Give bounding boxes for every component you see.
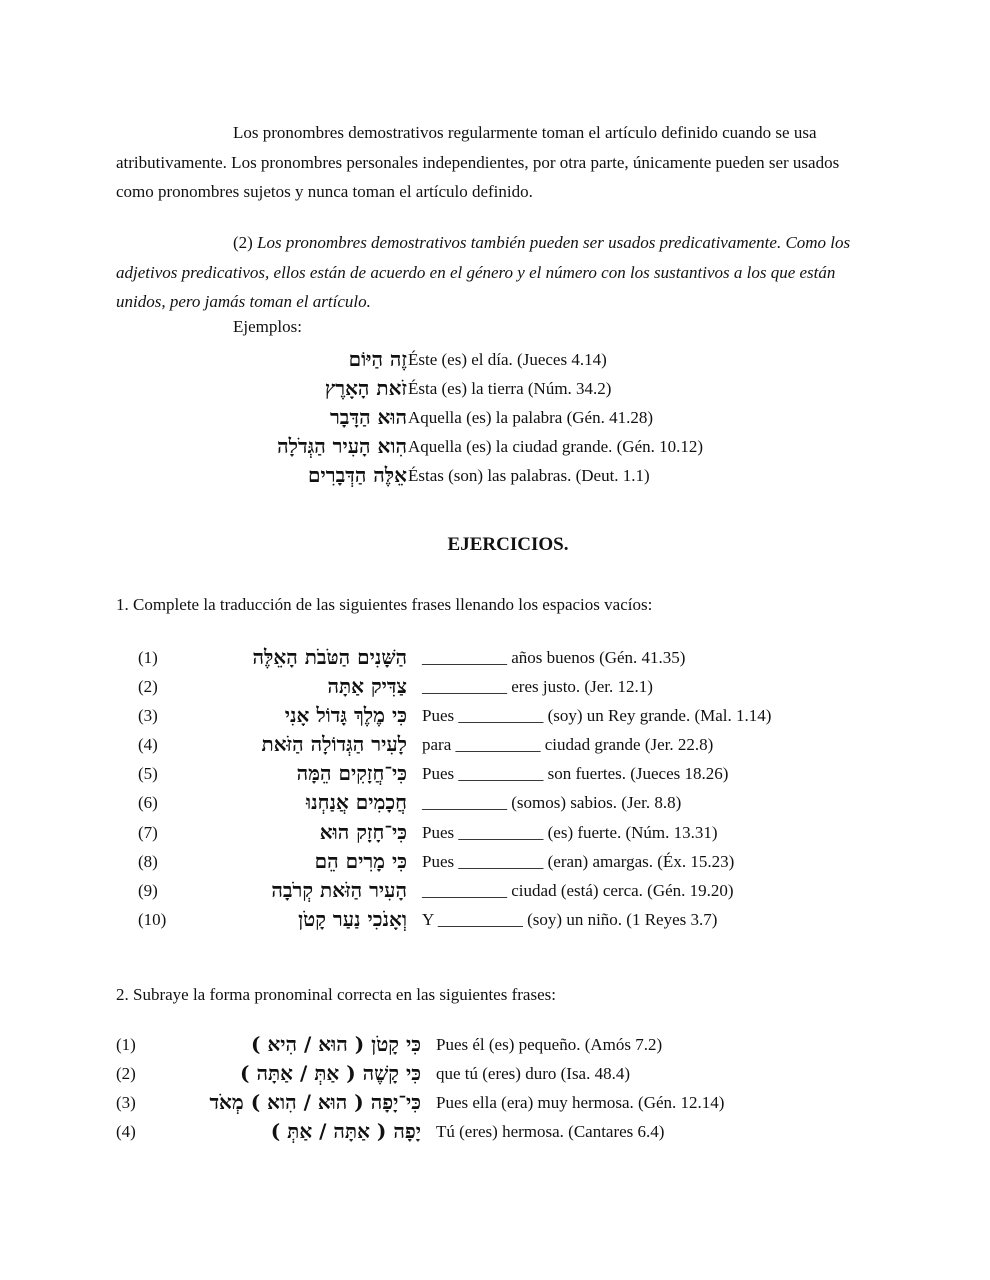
paragraph-2-prefix: (2): [233, 233, 258, 252]
item-hebrew: כִּי־יָפָה ( הוּא / הִוא ) מְאֹד: [209, 1090, 421, 1114]
item-number: (2): [116, 1064, 136, 1083]
example-row: [0, 403, 990, 432]
exercise-1-item: [0, 876, 990, 905]
item-number: (4): [116, 1122, 136, 1141]
item-number: (2): [138, 677, 158, 696]
item-translation: Pues ella (era) muy hermosa. (Gén. 12.14): [436, 1093, 725, 1112]
item-number: (9): [138, 881, 158, 900]
example-translation: Aquella (es) la palabra (Gén. 41.28): [408, 408, 653, 427]
item-hebrew: כִּי־חָזָק הוּא: [319, 820, 407, 844]
item-translation: __________ años buenos (Gén. 41.35): [422, 648, 686, 667]
item-translation: Pues __________ (eran) amargas. (Éx. 15.23): [422, 852, 735, 871]
item-number: (4): [138, 735, 158, 754]
item-number: (10): [138, 910, 167, 929]
example-hebrew: אֵלֶּה הַדְּבָרִים: [308, 463, 407, 487]
item-number: (8): [138, 852, 158, 871]
examples-label: Ejemplos:: [233, 317, 302, 336]
exercise-2-item: [0, 1088, 990, 1117]
example-translation: Aquella (es) la ciudad grande. (Gén. 10.12): [408, 437, 704, 456]
item-translation: __________ ciudad (está) cerca. (Gén. 19.20): [422, 881, 734, 900]
item-hebrew: הָעִיר הַזֹּאת קְרֹבָה: [271, 878, 407, 902]
item-hebrew: כִּי־חֲזָקִים הֵמָּה: [296, 761, 407, 785]
item-translation: Tú (eres) hermosa. (Cantares 6.4): [436, 1122, 665, 1141]
exercises-title: EJERCICIOS.: [447, 534, 569, 555]
item-hebrew: צַדִּיק אַתָּה: [327, 674, 407, 698]
exercise-2-instruction: 2. Subraye la forma pronominal correcta en las siguientes frases:: [116, 985, 556, 1004]
item-translation: Pues __________ son fuertes. (Jueces 18.26): [422, 764, 729, 783]
intro-paragraph-1: Los pronombres demostrativos regularmente toman el artículo definido cuando se usa atributivamente. Los pronombres personales independientes, por otra parte, únicamente pueden ser usados como pronombres sujetos y nunca toman el artículo definido.: [116, 123, 840, 201]
item-hebrew: יָפָה ( אַתָּה / אַתְּ ): [270, 1119, 421, 1143]
item-translation: Pues __________ (es) fuerte. (Núm. 13.31): [422, 823, 718, 842]
item-number: (3): [138, 706, 158, 725]
item-translation: para __________ ciudad grande (Jer. 22.8): [422, 735, 714, 754]
intro-paragraph-2: [116, 228, 876, 317]
item-hebrew: כִּי קָשֶׁה ( אַתְּ / אַתָּה ): [240, 1061, 421, 1085]
item-hebrew: כִּי מֶלֶךְ גָּדוֹל אָנִי: [284, 703, 407, 727]
example-translation: Éste (es) el día. (Jueces 4.14): [408, 350, 607, 369]
exercise-2-item: [0, 1059, 990, 1088]
example-hebrew: זֶה הַיּוֹם: [348, 347, 407, 371]
item-number: (1): [138, 648, 158, 667]
example-translation: Ésta (es) la tierra (Núm. 34.2): [408, 379, 612, 398]
exercise-1-item: [0, 672, 990, 701]
exercise-1-item: [0, 730, 990, 759]
example-translation: Éstas (son) las palabras. (Deut. 1.1): [408, 466, 650, 485]
item-hebrew: כִּי קָטֹן ( הוּא / הִיא ): [251, 1032, 421, 1056]
item-number: (6): [138, 793, 158, 812]
exercise-2-item: [0, 1030, 990, 1059]
exercise-1-item: [0, 788, 990, 817]
example-row: [0, 461, 990, 490]
example-row: [0, 374, 990, 403]
item-number: (5): [138, 764, 158, 783]
exercise-1-item: [0, 759, 990, 788]
item-number: (1): [116, 1035, 136, 1054]
item-hebrew: הַשָּׁנִים הַטֹּבֹת הָאֵלֶּה: [252, 645, 407, 669]
example-hebrew: הוּא הַדָּבָר: [329, 405, 407, 429]
item-translation: Y __________ (soy) un niño. (1 Reyes 3.7): [422, 910, 718, 929]
example-row: [0, 432, 990, 461]
item-hebrew: לָעִיר הַגְּדוֹלָה הַזֹּאת: [261, 732, 407, 756]
exercise-1-item: [0, 643, 990, 672]
item-translation: __________ (somos) sabios. (Jer. 8.8): [422, 793, 682, 812]
exercise-1-item: [0, 701, 990, 730]
exercise-1-item: [0, 847, 990, 876]
item-hebrew: וְאָנֹכִי נַעַר קָטֹן: [298, 907, 407, 931]
item-number: (3): [116, 1093, 136, 1112]
example-hebrew: זֹאת הָאָרֶץ: [324, 376, 407, 400]
example-row: [0, 345, 990, 374]
item-translation: Pues él (es) pequeño. (Amós 7.2): [436, 1035, 663, 1054]
item-hebrew: כִּי מָרִים הֵם: [314, 849, 407, 873]
paragraph-2-italic: Los pronombres demostrativos también pueden ser usados predicativamente. Como los adjetivos predicativos, ellos están de acuerdo en el género y el número con los sustantivos a los que están unidos, pero jamás toman el artículo.: [116, 233, 851, 311]
exercise-1-item: [0, 818, 990, 847]
item-hebrew: חֲכָמִים אֲנַחְנוּ: [306, 790, 407, 814]
item-number: (7): [138, 823, 158, 842]
exercise-1-instruction: 1. Complete la traducción de las siguientes frases llenando los espacios vacíos:: [116, 595, 653, 614]
item-translation: __________ eres justo. (Jer. 12.1): [422, 677, 653, 696]
item-translation: Pues __________ (soy) un Rey grande. (Mal. 1.14): [422, 706, 772, 725]
item-translation: que tú (eres) duro (Isa. 48.4): [436, 1064, 631, 1083]
exercise-2-item: [0, 1117, 990, 1146]
exercise-1-item: [0, 905, 990, 934]
example-hebrew: הִוא הָעִיר הַגְּדֹלָה: [277, 434, 407, 458]
